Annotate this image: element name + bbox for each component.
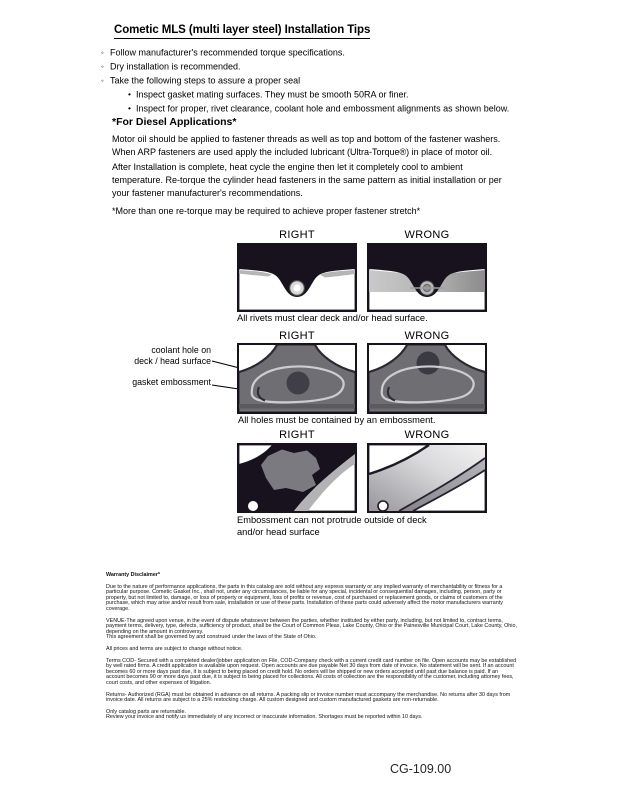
right-label: RIGHT [279, 229, 315, 241]
legal-paragraph: Returns- Authorized (RGA) must be obtained in advance on all returns. A packing slip or invoice number must accompany the merchandise. No returns after 30 days from invoice date. All returns are subject to a 25% restocking charge. All custom designed and custom manufactured gaskets are non-returnable. [106, 691, 511, 704]
legal-paragraph: Terms COD- Secured with a completed dealer/jobber application on File, COD-Company check with a current credit card number on file. Open accounts may be established by well rated firms. A credit application is available upon request. Open accounts are due payable Net 30 days from date of invoice. No statement will be sent. If an account becomes 60 or more days past due, it is subject to being placed on credit hold. No orders will be shipped or new orders accepted until past due balance is paid. If an account becomes 90 or more days past due, it is subject to being placed for collections. All costs of collection are the responsibility of the customer, including attorney fees, court costs, and other expenses of litigation. [106, 657, 517, 686]
diagram-protrusion-wrong [367, 443, 487, 513]
gasket-embossment-callout: gasket embossment [132, 377, 211, 387]
bullet-marker: ◦ [101, 48, 104, 57]
page-number: CG-109.00 [390, 762, 452, 776]
diagram-embossment-wrong [367, 343, 487, 414]
row3-caption: Embossment can not protrude outside of deck and/or head surface [237, 515, 427, 537]
bolt-hole [378, 501, 388, 511]
row3-diagrams [237, 443, 487, 513]
bullet-item [101, 46, 509, 60]
diagram-rivet-right [237, 243, 357, 312]
legal-paragraph: VENUE-The agreed upon venue, in the event of dispute whatsoever between the parties, whether instituted by either party, including, but not limited to, contract terms, payment terms, delivery, type, defects, sufficiency of product, shall be the Court of Common Pleas, Lake County, Ohio or the Painesville Municipal Court, Lake County, Ohio, depending on the amount in controversy. [106, 617, 517, 635]
warranty-disclaimer-block [106, 573, 518, 721]
row2-caption: All holes must be contained by an embossment. [238, 415, 436, 425]
wrong-label: WRONG [404, 229, 450, 241]
diagram-embossment-right [237, 343, 357, 414]
rivet-center [293, 284, 300, 291]
diesel-applications-heading: *For Diesel Applications* [112, 116, 237, 128]
legal-paragraph: This agreement shall be governed by and construed under the laws of the State of Ohio. [106, 634, 317, 641]
bullet-text: Dry installation is recommended. [110, 61, 241, 72]
diagram-protrusion-right [237, 443, 357, 513]
bullet-text: Inspect for proper, rivet clearance, coolant hole and embossment alignments as shown below. [136, 103, 510, 114]
row1-diagrams [237, 243, 487, 312]
legal-paragraph: All prices and terms are subject to change without notice. [106, 645, 243, 652]
bullet-text: Take the following steps to assure a proper seal [110, 75, 301, 86]
diesel-paragraph-2: After Installation is complete, heat cycle the engine then let it completely cool to ambient temperature. Re-torque the cylinder head fasteners in the same pattern as initial installation or per your fastener manufacturer's recommendations. [112, 162, 502, 199]
right-label: RIGHT [279, 330, 315, 342]
right-label: RIGHT [279, 429, 315, 441]
row3-labels [237, 429, 487, 441]
row2-diagrams [237, 343, 487, 414]
wrong-label: WRONG [404, 330, 450, 342]
row2-labels [237, 330, 487, 342]
warranty-heading: Warranty Disclaimer* [106, 572, 161, 578]
deck-bottom-strip [239, 404, 355, 409]
bullet-item [101, 60, 509, 74]
diesel-paragraph-1: Motor oil should be applied to fastener threads as well as top and bottom of the fastener washers. When ARP fasteners are used apply the included lubricant (Ultra-Torque®) in place of motor oil. [112, 134, 501, 158]
retorque-note: *More than one re-torque may be required to achieve proper fastener stretch* [112, 206, 421, 216]
installation-tips-list [101, 46, 509, 116]
bullet-text: Inspect gasket mating surfaces. They must be smooth 50RA or finer. [136, 89, 409, 100]
wrong-label: WRONG [404, 429, 450, 441]
bullet-marker: ◦ [101, 62, 104, 71]
bullet-marker: • [128, 103, 131, 113]
bolt-hole [248, 501, 258, 511]
bullet-item [101, 74, 509, 88]
bullet-marker: • [128, 89, 131, 99]
coolant-hole-misaligned [417, 352, 440, 375]
sub-bullet-item [128, 88, 509, 102]
coolant-hole [287, 372, 310, 395]
sub-bullet-item [128, 102, 509, 116]
legal-paragraph: Only catalog parts are returnable. [106, 708, 187, 715]
bullet-marker: ◦ [101, 76, 104, 85]
row1-labels [237, 229, 487, 241]
deck-bottom-strip [369, 404, 485, 409]
page-title: Cometic MLS (multi layer steel) Installation Tips [114, 24, 370, 39]
diagram-rivet-wrong [367, 243, 487, 312]
bullet-text: Follow manufacturer's recommended torque specifications. [110, 47, 345, 58]
row1-caption: All rivets must clear deck and/or head surface. [237, 313, 428, 323]
legal-paragraph: Review your invoice and notify us immediately of any incorrect or inaccurate information. Shortages must be reported within 10 days. [106, 714, 423, 721]
legal-paragraph: Due to the nature of performance applications, the parts in this catalog are sold without any express warranty or any implied warranty of merchantability or fitness for a particular purpose. Cometic Gasket Inc., shall not, under any circumstances, be liable for any special, incidental or consequential damages, including, person, party or property, but not limited to, damage, or loss of property or equipment, loss of profits or revenue, cost of purchased or replacement goods, or claims of customers of the purchase, which may arise and/or result from sale, installation or use of these parts. Installation of these parts could adversely affect the motor manufacturers warranty coverage. [106, 583, 503, 612]
coolant-hole-callout: coolant hole on deck / head surface [134, 345, 211, 366]
